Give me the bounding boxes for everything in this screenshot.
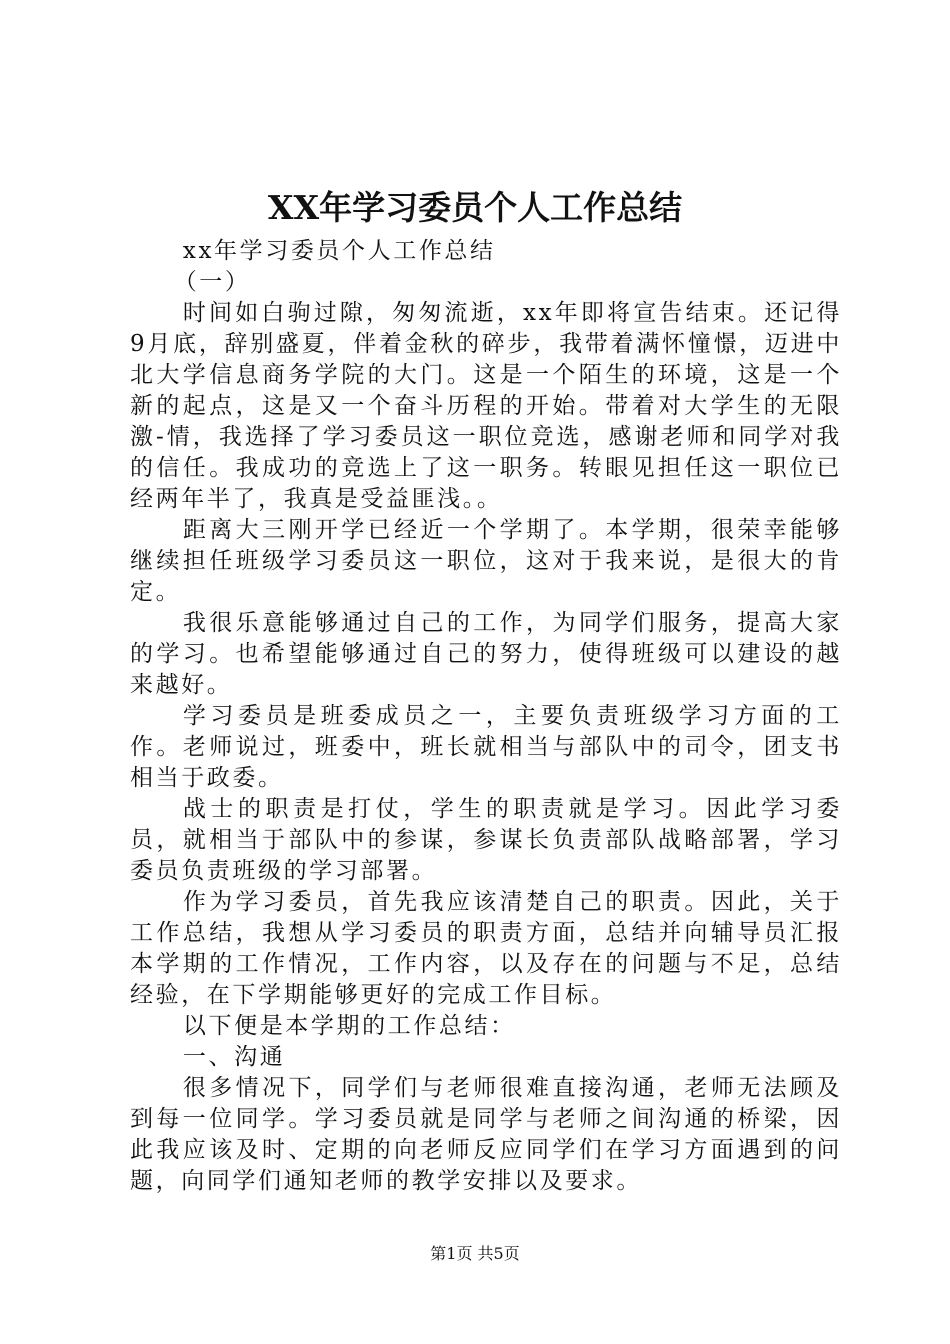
paragraph-communication: 很多情况下，同学们与老师很难直接沟通，老师无法顾及到每一位同学。学习委员就是同学与老师之间沟通的桥梁，因此我应该及时、定期的向老师反应同学们在学习方面遇到的问题，向同学们通知老师的教学安排以及要求。 [130, 1075, 842, 1194]
document-subtitle: xx年学习委员个人工作总结 [182, 238, 496, 264]
paragraph-new-semester: 距离大三刚开学已经近一个学期了。本学期，很荣幸能够继续担任班级学习委员这一职位，这对于我来说，是很大的肯定。 [130, 517, 842, 605]
document-body [130, 236, 842, 1197]
paragraph-willingness: 我很乐意能够通过自己的工作，为同学们服务，提高大家的学习。也希望能够通过自己的努力，使得班级可以建设的越来越好。 [130, 610, 842, 698]
section-heading-communication: 一、沟通 [182, 1044, 286, 1070]
paragraph-summary-plan: 作为学习委员，首先我应该清楚自己的职责。因此，关于工作总结，我想从学习委员的职责方面，总结并向辅导员汇报本学期的工作情况，工作内容，以及存在的问题与不足，总结经验，在下学期能够更好的完成工作目标。 [130, 889, 842, 1008]
paragraph-duty: 战士的职责是打仗，学生的职责就是学习。因此学习委员，就相当于部队中的参谋，参谋长负责部队战略部署，学习委员负责班级的学习部署。 [130, 796, 842, 884]
document-title: XX年学习委员个人工作总结 [267, 188, 683, 227]
section-marker: （一） [173, 269, 251, 295]
paragraph-intro: 时间如白驹过隙，匆匆流逝，xx年即将宣告结束。还记得9月底，辞别盛夏，伴着金秋的碎步，我带着满怀憧憬，迈进中北大学信息商务学院的大门。这是一个陌生的环境，这是一个新的起点，这是又一个奋斗历程的开始。带着对大学生的无限激-情，我选择了学习委员这一职位竞选，感谢老师和同学对我的信任。我成功的竞选上了这一职务。转眼见担任这一职位已经两年半了，我真是受益匪浅。。 [130, 300, 842, 512]
paragraph-summary-intro: 以下便是本学期的工作总结： [182, 1013, 516, 1039]
page-number-footer: 第1页 共5页 [430, 1244, 520, 1263]
paragraph-role: 学习委员是班委成员之一，主要负责班级学习方面的工作。老师说过，班委中，班长就相当与部队中的司令，团支书相当于政委。 [130, 703, 842, 791]
